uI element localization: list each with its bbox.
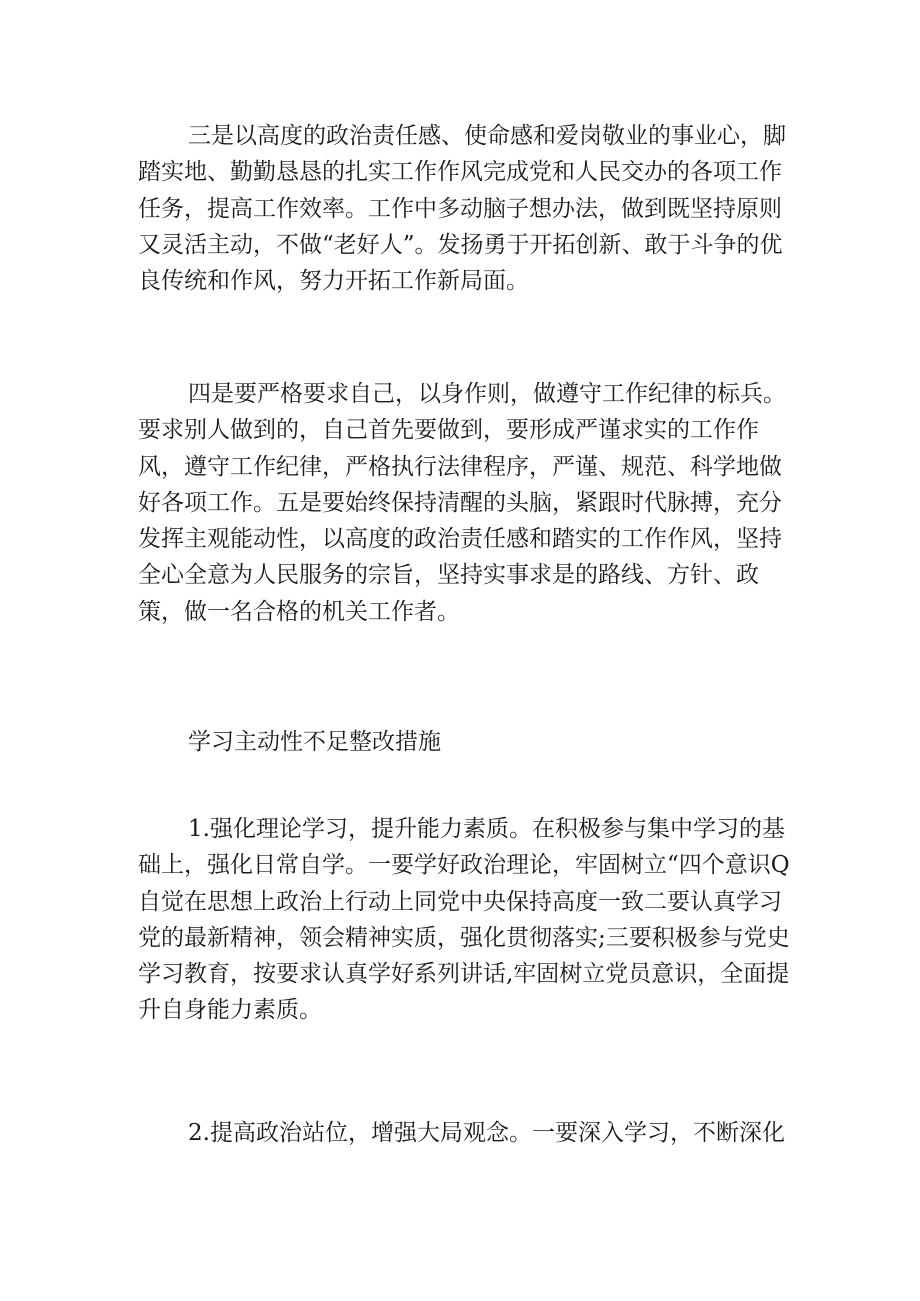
list-item-2: 2.提高政治站位，增强大局观念。一要深入学习，不断深化 <box>188 1120 785 1146</box>
list-item-1: 1.强化理论学习，提升能力素质。在积极参与集中学习的基础上，强化日常自学。一要学好政治理论，牢固树立“四个意识Q自觉在思想上政治上行动上同党中央保持高度一致二要认真学习党的最新精神，领会精神实质，强化贯彻落实;三要积极参与党史学习教育，按要求认真学好系列讲话,牢固树立党员意识，全面提升自身能力素质。 <box>138 816 790 1024</box>
paragraph-four-five: 四是要严格要求自己，以身作则，做遵守工作纪律的标兵。要求别人做到的，自己首先要做到，要形成严谨求实的工作作风，遵守工作纪律，严格执行法律程序，严谨、规范、科学地做好各项工作。五是要始终保持清醒的头脑，紧跟时代脉搏，充分发挥主观能动性，以高度的政治责任感和踏实的工作作风，坚持全心全意为人民服务的宗旨，坚持实事求是的路线、方针、政策，做一名合格的机关工作者。 <box>138 381 786 625</box>
paragraph-three: 三是以高度的政治责任感、使命感和爱岗敬业的事业心，脚踏实地、勤勤恳恳的扎实工作作风完成党和人民交办的各项工作任务，提高工作效率。工作中多动脑子想办法，做到既坚持原则又灵活主动，不做“老好人”。发扬勇于开拓创新、敢于斗争的优良传统和作风，努力开拓工作新局面。 <box>138 123 786 295</box>
section-heading: 学习主动性不足整改措施 <box>188 729 441 755</box>
